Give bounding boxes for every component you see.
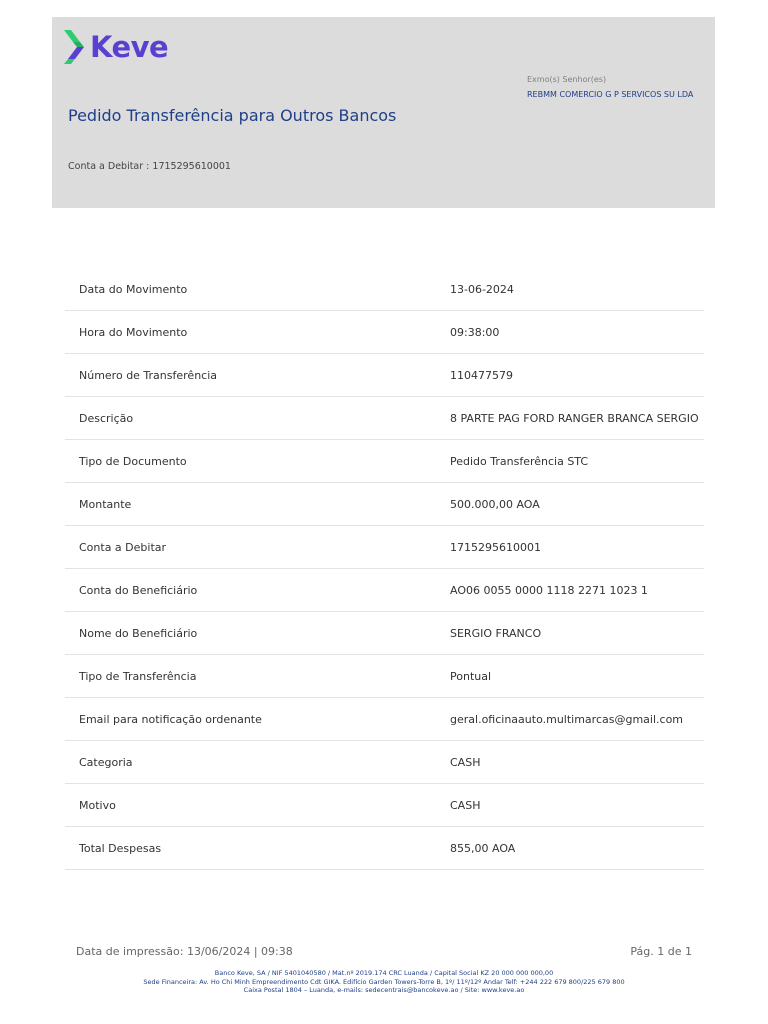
detail-row	[65, 827, 704, 870]
keve-chevron-icon	[62, 28, 86, 66]
detail-label: Hora do Movimento	[79, 325, 188, 339]
detail-label: Montante	[79, 497, 132, 511]
detail-row	[65, 741, 704, 784]
detail-label: Número de Transferência	[79, 368, 218, 382]
detail-row	[65, 311, 704, 354]
detail-value: 500.000,00 AOA	[450, 497, 540, 511]
footer-meta	[76, 945, 692, 958]
detail-value: 855,00 AOA	[450, 841, 516, 855]
footer-legal	[0, 969, 768, 995]
addressee-block	[527, 75, 693, 99]
detail-row	[65, 268, 704, 311]
document-header	[52, 17, 715, 208]
detail-row	[65, 655, 704, 698]
detail-row	[65, 397, 704, 440]
detail-row	[65, 440, 704, 483]
detail-row	[65, 526, 704, 569]
debit-account-line: Conta a Debitar : 1715295610001	[68, 161, 231, 172]
detail-row	[65, 483, 704, 526]
detail-row	[65, 784, 704, 827]
detail-label: Descrição	[79, 411, 134, 425]
detail-label: Email para notificação ordenante	[79, 712, 262, 726]
detail-label: Data do Movimento	[79, 282, 188, 296]
page-number: Pág. 1 de 1	[630, 945, 692, 958]
addressee-label: Exmo(s) Senhor(es)	[527, 75, 607, 84]
detail-label: Tipo de Transferência	[79, 669, 197, 683]
addressee-name: REBMM COMERCIO G P SERVICOS SU LDA	[527, 90, 694, 99]
brand-name: Keve	[90, 30, 169, 64]
detail-row	[65, 354, 704, 397]
detail-row	[65, 569, 704, 612]
detail-value: Pedido Transferência STC	[450, 454, 589, 468]
detail-value: AO06 0055 0000 1118 2271 1023 1	[450, 583, 648, 597]
detail-row	[65, 612, 704, 655]
detail-value: CASH	[450, 798, 481, 812]
detail-value: 8 PARTE PAG FORD RANGER BRANCA SERGIO	[450, 411, 699, 425]
detail-label: Categoria	[79, 755, 133, 769]
print-date: Data de impressão: 13/06/2024 | 09:38	[76, 945, 293, 958]
transfer-details-table	[65, 268, 704, 870]
detail-label: Tipo de Documento	[79, 454, 187, 468]
legal-line: Banco Keve, SA / NIF 5401040580 / Mat.nº 2019.174 CRC Luanda / Capital Social KZ 20 000 000 000,00	[214, 969, 554, 977]
detail-value: geral.oficinaauto.multimarcas@gmail.com	[450, 712, 684, 726]
detail-value: Pontual	[450, 669, 492, 683]
detail-value: 13-06-2024	[450, 282, 514, 296]
detail-label: Conta do Beneficiário	[79, 583, 198, 597]
detail-label: Motivo	[79, 798, 116, 812]
document-title: Pedido Transferência para Outros Bancos	[68, 106, 397, 125]
detail-value: 09:38:00	[450, 325, 500, 339]
detail-label: Total Despesas	[79, 841, 162, 855]
detail-value: 1715295610001	[450, 540, 541, 554]
keve-logo	[62, 27, 168, 67]
detail-value: SERGIO FRANCO	[450, 626, 542, 640]
legal-line: Sede Financeira: Av. Ho Chi Minh Empreendimento Cdt GIKA. Edifício Garden Towers-Torre B, 1º/ 11º/12º Andar Telf: +244 222 679 800/225 679 800	[143, 977, 625, 986]
detail-value: CASH	[450, 755, 481, 769]
detail-label: Nome do Beneficiário	[79, 626, 198, 640]
detail-value: 110477579	[450, 368, 513, 382]
detail-row	[65, 698, 704, 741]
detail-label: Conta a Debitar	[79, 540, 167, 554]
legal-line: Caixa Postal 1804 – Luanda, e-mails: sedecentrais@bancokeve.ao / Site: www.keve.ao	[243, 986, 525, 994]
